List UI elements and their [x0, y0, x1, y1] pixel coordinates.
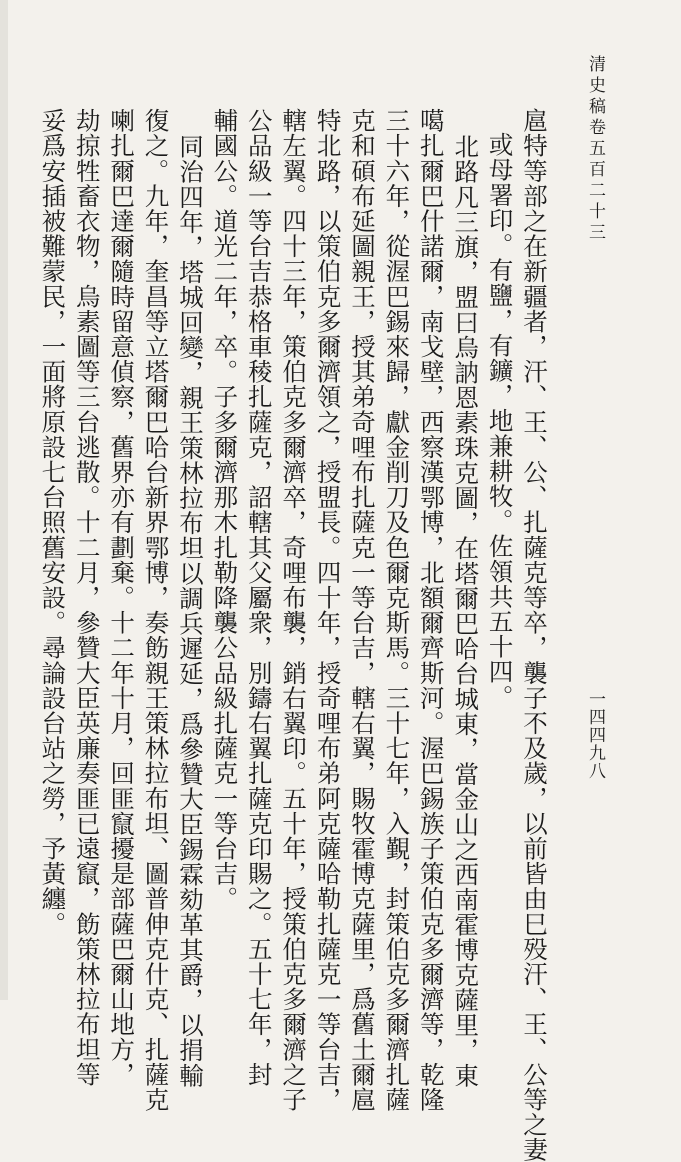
text-column: 或母署印。有鹽，有鑛，地兼耕牧。佐領共五十四。 [485, 132, 515, 710]
text-column: 劫掠牲畜衣物，烏素圖等三台逃散。十二月，參贊大臣英廉奏匪已遠竄，飭策林拉布坦等 [72, 108, 102, 1087]
text-column: 公品級一等台吉恭格車稜扎薩克，詔轄其父屬衆，別鑄右翼扎薩克印賜之。五十七年，封 [244, 108, 274, 1087]
page-number: 一四四九八 [585, 690, 605, 780]
text-column: 克和碩布延圖親王，授其弟奇哩布扎薩克一等台吉，轄右翼，賜牧霍博克薩里，爲舊土爾扈 [347, 108, 377, 1112]
text-column: 扈特等部之在新疆者，汗、王、公、扎薩克等卒，襲子不及歲，以前皆由巳殁汗、王、公等之妻 [520, 108, 549, 1162]
running-header: 清史稿卷五百二十三 [585, 55, 605, 244]
text-column: 三十六年，從渥巴錫來歸，獻金削刀及色爾克斯馬。三十七年，入覲，封策伯克多爾濟扎薩 [382, 108, 412, 1112]
text-column: 轄左翼。四十三年，策伯克多爾濟卒，奇哩布襲，銷右翼印。五十年，授策伯克多爾濟之子 [279, 108, 309, 1112]
text-column: 同治四年，塔城回變，親王策林拉布坦以調兵遲延，爲參贊大臣錫霖劾革其爵，以捐輸 [175, 134, 205, 1088]
text-column: 妥爲安插被難蒙民，一面將原設七台照舊安設。尋論設台站之勞，予黃纏。 [38, 108, 68, 937]
page-gutter [0, 0, 8, 1000]
text-column: 復之。九年，奎昌等立塔爾巴哈台新界鄂博，奏飭親王策林拉布坦、圖普伸克什克、扎薩克 [141, 108, 171, 1112]
text-column: 特北路，以策伯克多爾濟領之，授盟長。四十年，授奇哩布弟阿克薩哈勒扎薩克一等台吉， [313, 108, 343, 1112]
text-column: 輔國公。道光二年，卒。子多爾濟那木扎勒降襲公品級扎薩克一等台吉。 [210, 108, 240, 912]
main-text [35, 108, 551, 1162]
text-column: 北路凡三旗，盟曰烏訥恩素珠克圖，在塔爾巴哈台城東，當金山之西南霍博克薩里，東 [451, 134, 481, 1088]
text-column: 噶扎爾巴什諾爾，南戈壁，西察漢鄂博，北額爾齊斯河。渥巴錫族子策伯克多爾濟等，乾隆 [416, 108, 446, 1112]
text-column: 喇扎爾巴達爾隨時留意偵察，舊界亦有劃棄。十二年十月，回匪竄擾是部薩巴爾山地方， [107, 108, 137, 1087]
